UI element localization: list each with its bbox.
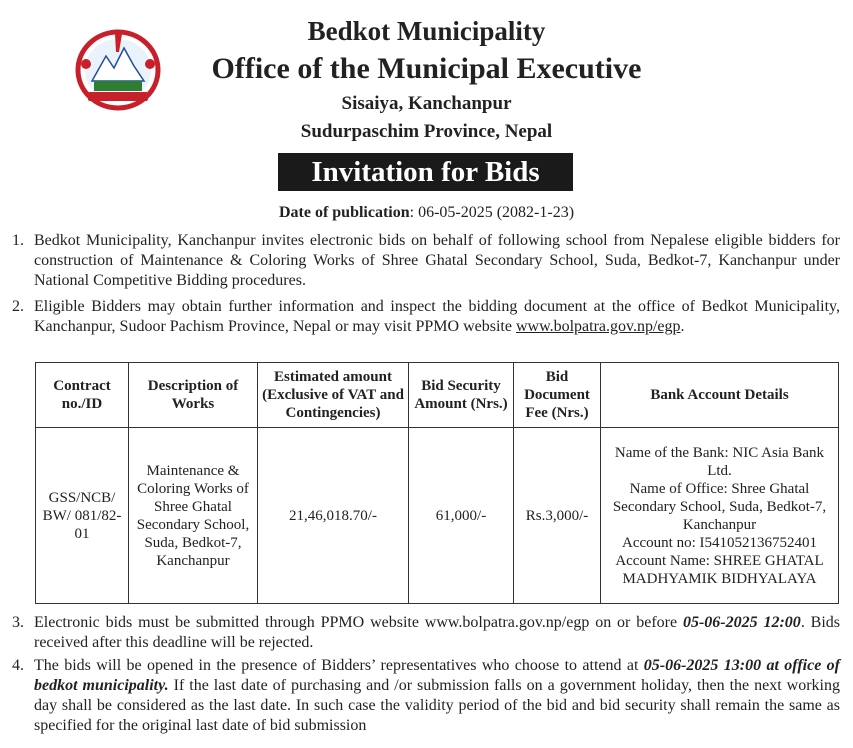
paragraph-tail: . — [680, 318, 685, 335]
office-address: Sisaiya, Kanchanpur — [341, 93, 512, 114]
col-fee-header: Bid Document Fee (Nrs.) — [514, 363, 601, 428]
fee-cell: Rs.3,000/- — [514, 428, 601, 604]
security-cell: 61,000/- — [409, 428, 514, 604]
contract-id-cell: GSS/NCB/ BW/ 081/82-01 — [36, 428, 129, 604]
paragraph-1 — [12, 231, 840, 291]
paragraph-text: Electronic bids must be submitted through PPMO website www.bolpatra.gov.np/egp on or before — [34, 614, 683, 631]
description-cell: Maintenance & Coloring Works of Shree Ghatal Secondary School, Suda, Bedkot-7, Kanchanpur — [129, 428, 258, 604]
paragraph-number: 1. — [12, 232, 24, 249]
account-name: Account Name: SHREE GHATAL MADHYAMIK BIDHYALAYA — [615, 552, 824, 587]
paragraph-number: 4. — [12, 657, 24, 674]
publication-date-value: : 06-05-2025 (2082-1-23) — [409, 204, 575, 221]
submission-deadline: 05-06-2025 12:00 — [682, 614, 801, 631]
bank-name: Name of the Bank: NIC Asia Bank Ltd. — [614, 444, 825, 479]
estimate-cell: 21,46,018.70/- — [258, 428, 409, 604]
col-contract-header: Contract no./ID — [36, 363, 129, 428]
paragraph-2 — [12, 297, 840, 337]
paragraph-tail: If the last date of purchasing and /or submission falls on a government holiday, then the next working day shall be considered as the last date. In such case the validity period of the bid and bid security shall remain the same as specified for the original last date of bid submission — [34, 677, 841, 734]
account-number: Account no: I541052136752401 — [622, 534, 817, 551]
paragraph-number: 2. — [12, 298, 24, 315]
paragraph-4 — [12, 656, 840, 736]
ppmo-website-link[interactable]: www.bolpatra.gov.np/egp — [515, 318, 681, 335]
notice-title: Invitation for Bids — [278, 153, 573, 191]
publication-date-label: Date of publication — [278, 204, 410, 221]
paragraph-number: 3. — [12, 614, 24, 631]
paragraph-text: The bids will be opened in the presence of Bidders’ representatives who choose to attend at — [34, 657, 644, 674]
province-name: Sudurpaschim Province, Nepal — [300, 121, 553, 142]
col-estimate-header: Estimated amount (Exclusive of VAT and Contingencies) — [258, 363, 409, 428]
col-description-header: Description of Works — [129, 363, 258, 428]
bid-details-table — [35, 362, 839, 604]
col-security-header: Bid Security Amount (Nrs.) — [409, 363, 514, 428]
paragraph-tail: . Bids received after this deadline will be rejected. — [34, 614, 841, 651]
paragraph-text: Eligible Bidders may obtain further information and inspect the bidding document at the office of Bedkot Municipality, Kanchanpur, Sudoor Pachism Province, Nepal or may visit PPMO website — [34, 298, 840, 335]
table-row — [36, 428, 839, 604]
municipality-name: Bedkot Municipality — [307, 16, 546, 46]
bank-details-cell — [601, 428, 839, 604]
paragraph-text: Bedkot Municipality, Kanchanpur invites electronic bids on behalf of following school from Nepalese eligible bidders for construction of Maintenance & Coloring Works of Shree Ghatal Secondary School, Suda, Bedkot-7, Kanchanpur under National Competitive Bidding procedures. — [34, 232, 840, 289]
col-bank-header: Bank Account Details — [601, 363, 839, 428]
paragraph-3 — [12, 613, 840, 653]
opening-time: 05-06-2025 13:00 at office of bedkot municipality. — [34, 657, 840, 694]
office-name: Office of the Municipal Executive — [211, 52, 642, 85]
publication-date — [0, 204, 853, 222]
office-account-name: Name of Office: Shree Ghatal Secondary School, Suda, Bedkot-7, Kanchanpur — [612, 480, 827, 533]
